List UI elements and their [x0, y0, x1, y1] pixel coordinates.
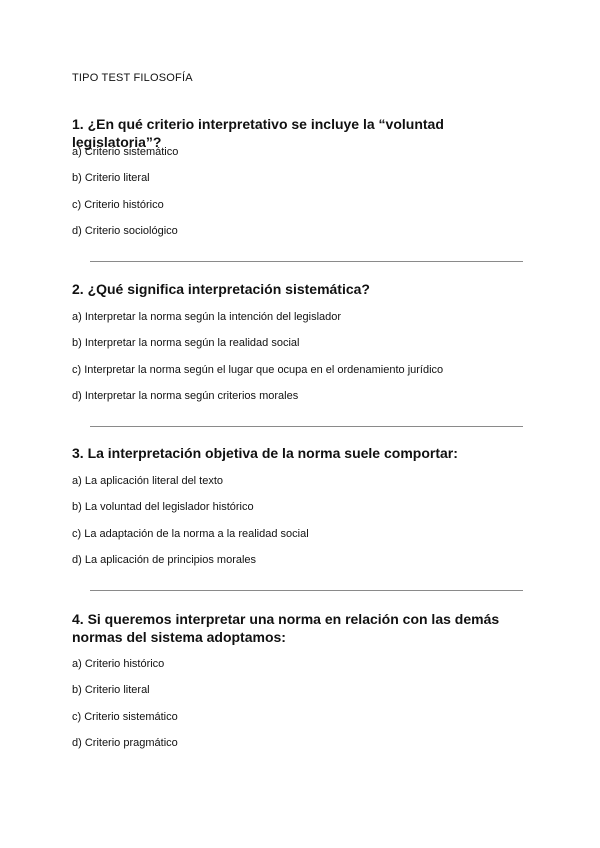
divider: [90, 261, 523, 262]
option-c: c) Criterio sistemático: [72, 711, 178, 723]
question-4: [72, 610, 528, 749]
question-text: 2. ¿Qué significa interpretación sistemática?: [72, 281, 370, 297]
option-d: d) Criterio sociológico: [72, 225, 178, 237]
document-title: TIPO TEST FILOSOFÍA: [72, 72, 193, 84]
option-d: d) Interpretar la norma según criterios morales: [72, 390, 299, 402]
option-a: a) La aplicación literal del texto: [72, 475, 224, 487]
option-a: a) Criterio histórico: [72, 658, 165, 670]
question-text: 3. La interpretación objetiva de la norma suele comportar:: [72, 445, 458, 461]
question-2: [72, 280, 528, 402]
divider: [90, 426, 523, 427]
question-text: 4. Si queremos interpretar una norma en relación con las demás normas del sistema adoptamos:: [72, 611, 500, 645]
option-c: c) Criterio histórico: [72, 199, 164, 211]
option-b: b) Criterio literal: [72, 684, 150, 696]
divider: [90, 590, 523, 591]
option-b: b) Interpretar la norma según la realidad social: [72, 337, 300, 349]
option-d: d) Criterio pragmático: [72, 737, 178, 749]
option-b: b) La voluntad del legislador histórico: [72, 501, 254, 513]
option-a: a) Interpretar la norma según la intención del legislador: [72, 311, 342, 323]
question-3: [72, 444, 528, 566]
question-text: 1. ¿En qué criterio interpretativo se incluye la “voluntad legislatoria”?: [72, 116, 444, 150]
option-a: a) Criterio sistemático: [72, 146, 179, 158]
option-b: b) Criterio literal: [72, 172, 150, 184]
option-c: c) Interpretar la norma según el lugar que ocupa en el ordenamiento jurídico: [72, 364, 444, 376]
option-d: d) La aplicación de principios morales: [72, 554, 257, 566]
option-c: c) La adaptación de la norma a la realidad social: [72, 528, 309, 540]
question-1: [72, 115, 528, 237]
